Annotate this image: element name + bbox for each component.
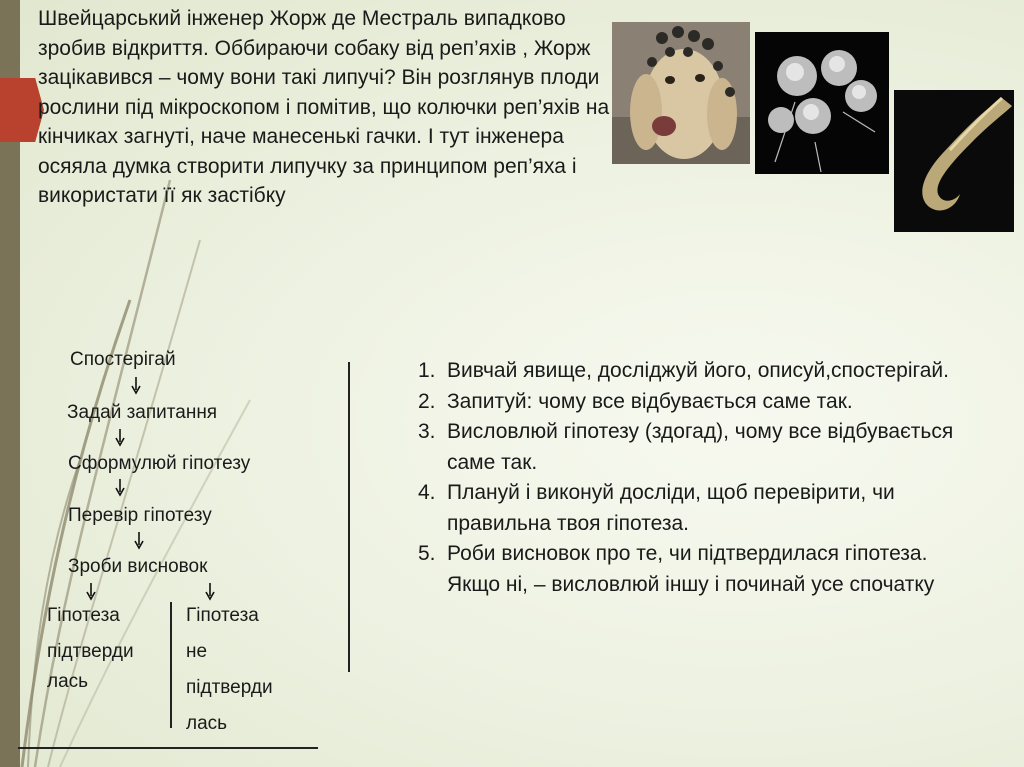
list-item-number: 4. <box>418 481 436 504</box>
burr-hook-microscope-photo <box>894 90 1014 232</box>
outcome-rejected <box>186 598 273 742</box>
list-item-number: 5. <box>418 542 436 565</box>
burdock-flowers-photo <box>755 32 889 174</box>
list-item-number: 3. <box>418 420 436 443</box>
method-steps-list <box>410 356 970 600</box>
column-divider <box>348 362 350 672</box>
outcome-rejected-line: не <box>186 641 208 662</box>
list-item-number: 1. <box>418 359 436 382</box>
outcome-confirmed-line: Гіпотеза <box>47 605 120 626</box>
outcome-confirmed <box>47 598 134 700</box>
list-item <box>410 478 970 539</box>
outcome-rejected-line: підтверди <box>186 677 273 698</box>
list-item <box>410 417 970 478</box>
list-item-text: Запитуй: чому все відбувається саме так. <box>447 389 853 413</box>
dog-with-burrs-photo <box>612 22 750 164</box>
outcome-confirmed-line: підтверди <box>47 641 134 662</box>
intro-paragraph: Швейцарський інженер Жорж де Местраль випадково зробив відкриття. Оббираючи собаку від реп’яхів , Жорж зацікавився – чому вони такі липучі? Він розглянув плоди рослини під мікроскопом і помітив, що колючки реп’яхів на кінчиках загнуті, наче манесенькі гачки. І тут інженера осяяла думка створити липучку за принципом реп’яха і використати її як застібку <box>38 7 610 207</box>
list-item <box>410 387 970 418</box>
flow-step-conclude: Зроби висновок <box>68 556 208 577</box>
arrow-down-icon <box>115 429 125 447</box>
list-item-text: Висловлюй гіпотезу (здогад), чому все відбувається саме так. <box>447 420 954 474</box>
arrow-down-icon <box>134 532 144 550</box>
bottom-divider <box>18 747 318 749</box>
list-item-text: Роби висновок про те, чи підтвердилася гіпотеза. Якщо ні, – висловлюй іншу і починай усе спочатку <box>447 542 935 596</box>
outcome-rejected-line: Гіпотеза <box>186 605 259 626</box>
list-item-number: 2. <box>418 389 436 413</box>
flow-step-observe: Спостерігай <box>70 349 176 370</box>
outcome-confirmed-line: лась <box>47 671 89 692</box>
flow-step-question: Задай запитання <box>67 402 218 423</box>
list-item <box>410 539 970 600</box>
arrow-down-icon <box>131 377 141 395</box>
list-item-text: Плануй і виконуй досліди, щоб перевірити, чи правильна твоя гіпотеза. <box>447 481 895 535</box>
flow-step-test: Перевір гіпотезу <box>68 505 212 526</box>
list-item-text: Вивчай явище, досліджуй його, описуй,спостерігай. <box>447 359 949 382</box>
list-item <box>410 356 970 387</box>
outcome-rejected-line: лась <box>186 713 228 734</box>
arrow-down-icon <box>115 479 125 497</box>
flow-step-hypothesis: Сформулюй гіпотезу <box>68 453 251 474</box>
outcome-divider <box>170 602 172 728</box>
